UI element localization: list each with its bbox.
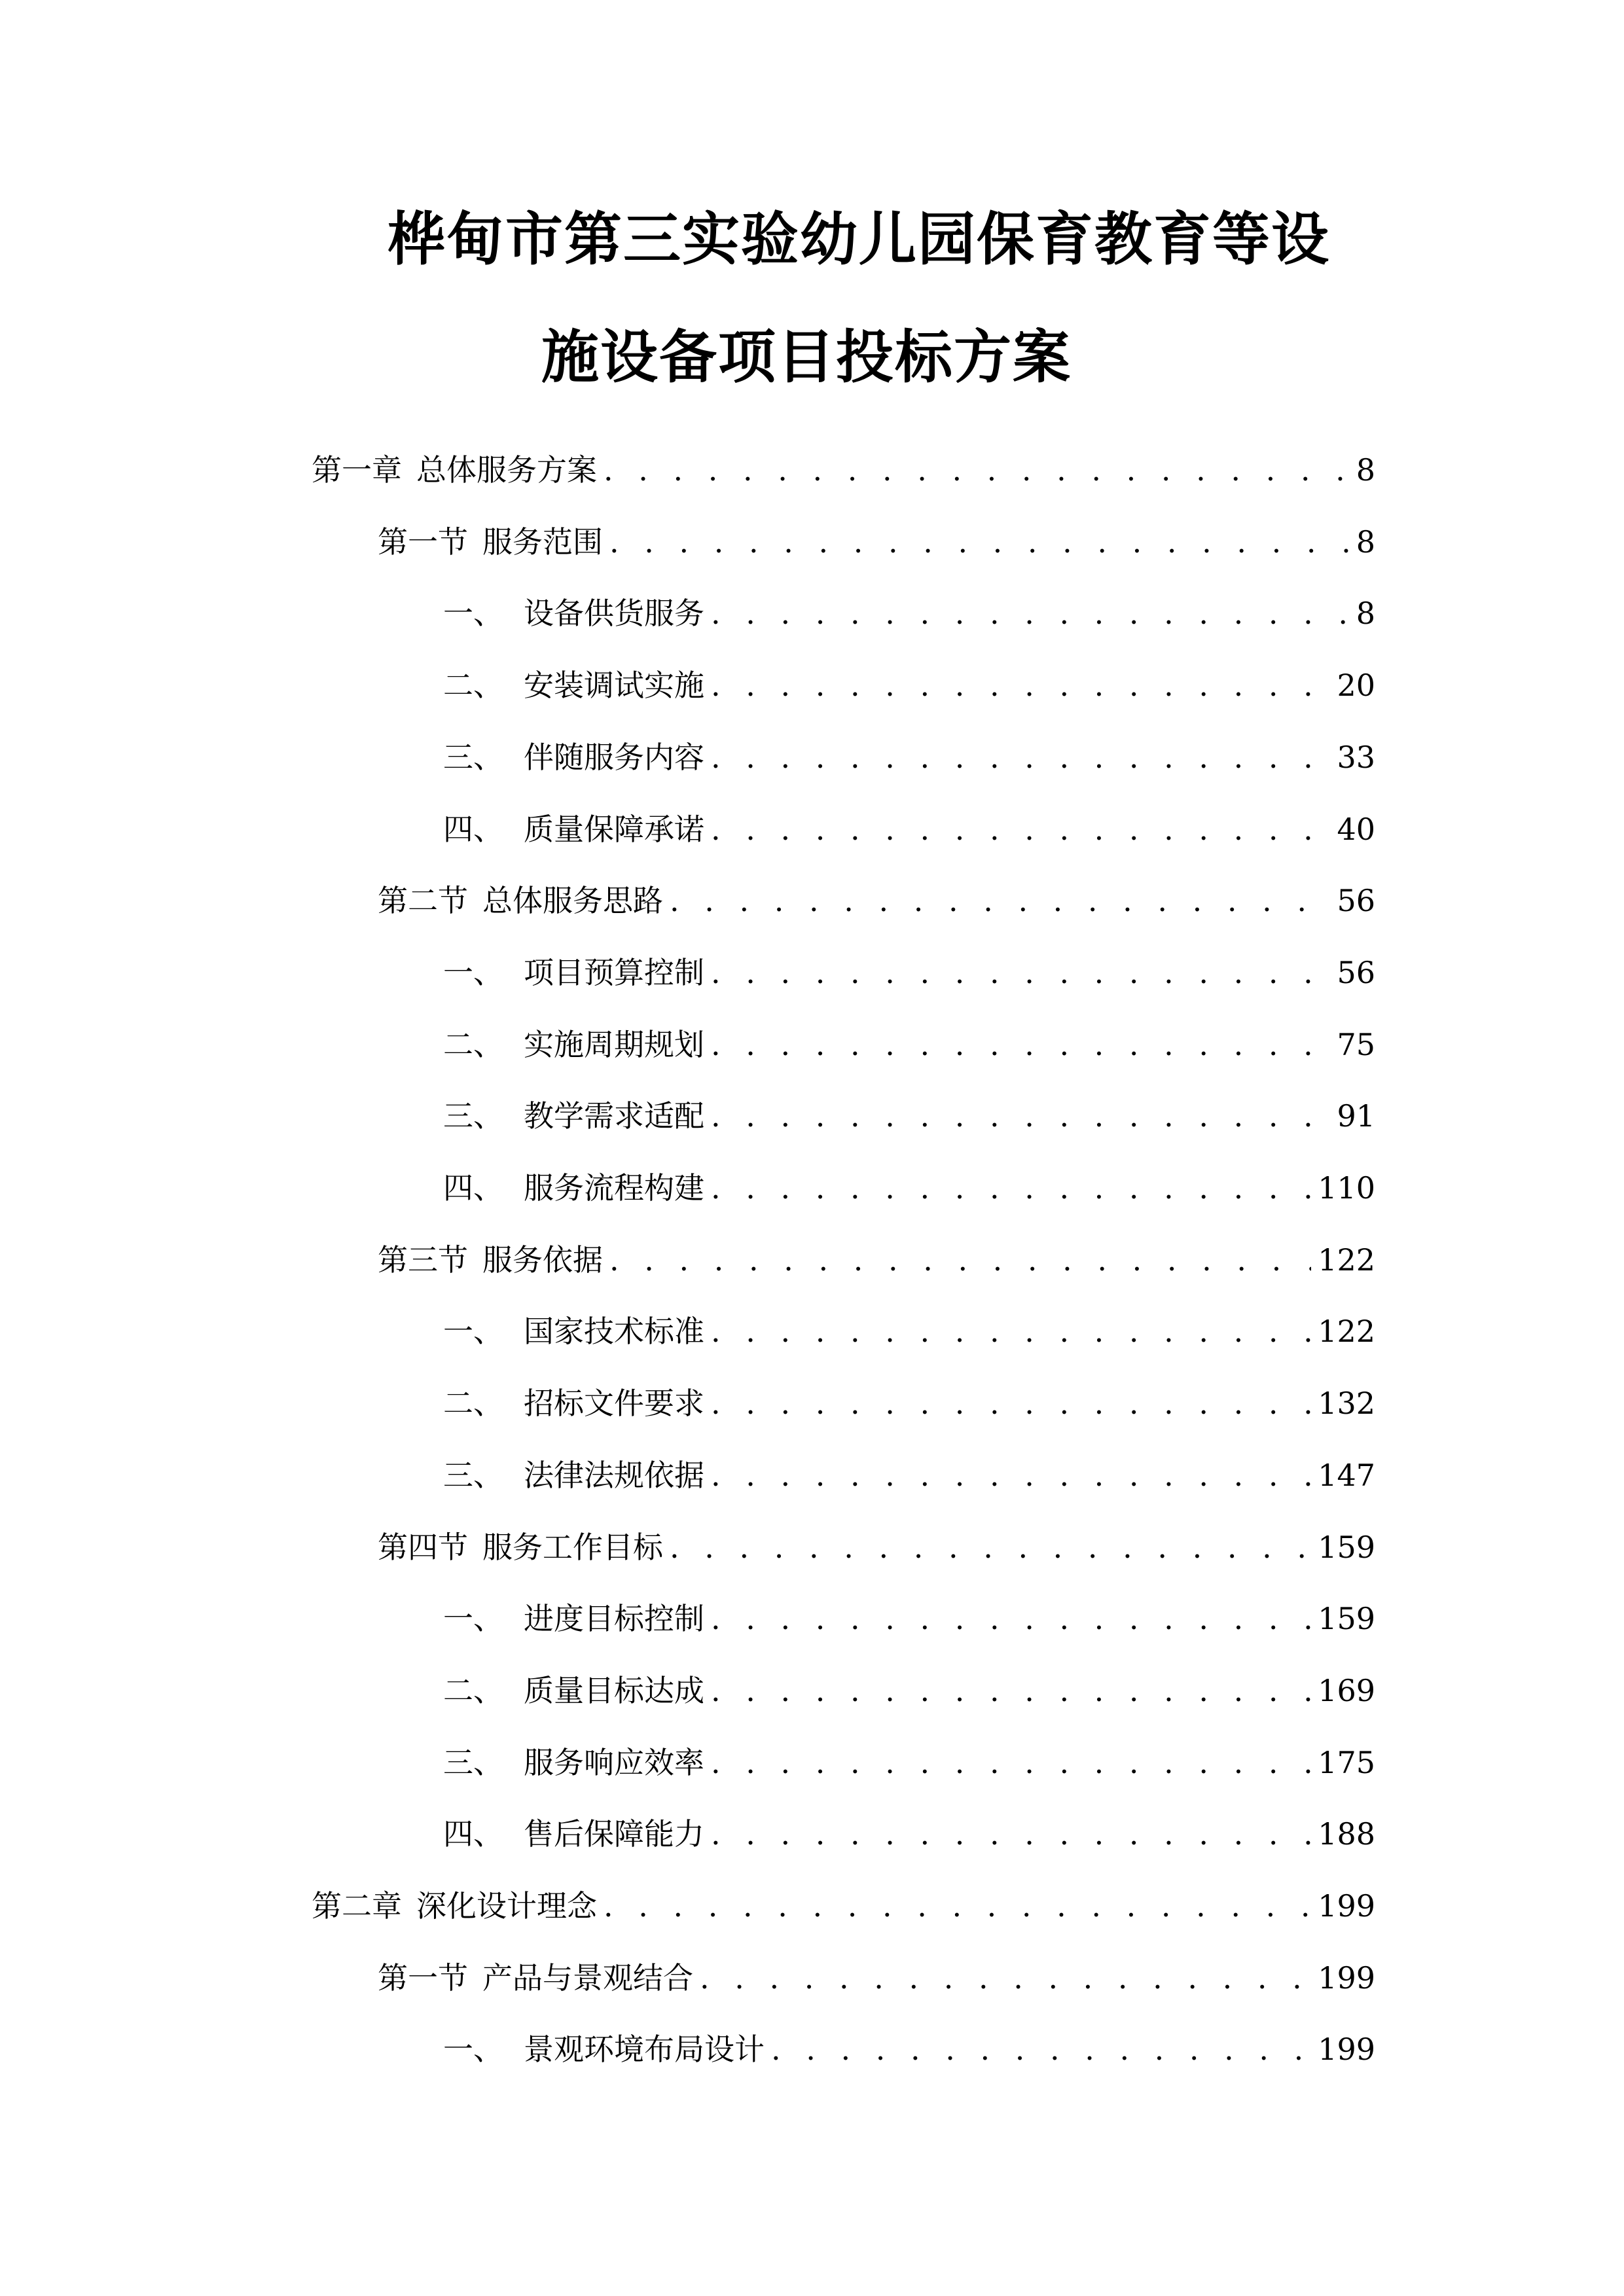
toc-entry-title: 安装调试实施 [524,668,704,704]
toc-entry-page-number: 188 [1318,1816,1375,1852]
toc-entry-number: 第二章 [312,1888,402,1924]
toc-entry-number: 二、 [443,1672,503,1708]
toc-entry[interactable] [378,1529,1375,1566]
dot-leader [711,1170,1311,1206]
toc-entry-title: 服务工作目标 [482,1529,663,1565]
toc-entry-number: 一、 [443,1314,503,1350]
toc-entry[interactable] [443,1457,1375,1494]
toc-entry-number: 二、 [443,668,503,704]
dot-leader [604,452,1350,488]
toc-entry[interactable] [443,595,1375,632]
dot-leader [711,667,1330,704]
toc-entry-title: 质量保障承诺 [524,811,704,847]
toc-entry[interactable] [443,667,1375,704]
dot-leader [711,1385,1311,1422]
toc-entry-number: 第一章 [312,452,402,488]
dot-leader [711,1313,1311,1350]
dot-leader [771,2031,1311,2068]
toc-entry-number: 三、 [443,739,503,775]
toc-entry-title: 景观环境布局设计 [524,2032,765,2068]
toc-entry-page-number: 122 [1318,1314,1375,1350]
toc-entry-title: 总体服务方案 [416,452,597,488]
toc-entry[interactable] [443,739,1375,776]
toc-entry-title: 设备供货服务 [524,596,704,632]
toc-entry-title: 产品与景观结合 [482,1960,693,1996]
dot-leader [711,1026,1330,1063]
toc-entry-title: 招标文件要求 [524,1386,704,1422]
document-title-line-2: 施设备项目投标方案 [541,323,1072,391]
toc-entry-number: 三、 [443,1457,503,1493]
toc-entry-title: 服务范围 [482,524,603,560]
dot-leader [711,954,1330,991]
toc-entry-number: 四、 [443,811,503,847]
toc-entry-page-number: 110 [1318,1170,1375,1206]
toc-entry[interactable] [443,1026,1375,1063]
toc-entry[interactable] [312,1888,1375,1924]
toc-entry[interactable] [443,2031,1375,2068]
toc-entry[interactable] [443,1313,1375,1350]
toc-entry-page-number: 169 [1318,1672,1375,1708]
dot-leader [711,1672,1311,1709]
toc-entry-page-number: 56 [1337,883,1375,919]
toc-entry-page-number: 122 [1318,1242,1375,1278]
toc-entry-title: 服务流程构建 [524,1170,704,1206]
dot-leader [711,1816,1311,1852]
toc-entry-number: 二、 [443,1386,503,1422]
toc-entry[interactable] [443,1744,1375,1781]
toc-entry-page-number: 159 [1318,1529,1375,1565]
toc-entry-title: 实施周期规划 [524,1026,704,1062]
dot-leader [711,595,1350,632]
dot-leader [711,1457,1311,1494]
toc-entry-number: 一、 [443,954,503,990]
toc-entry-number: 三、 [443,1744,503,1780]
toc-entry-page-number: 56 [1337,954,1375,990]
toc-entry-title: 售后保障能力 [524,1816,704,1852]
toc-entry-page-number: 8 [1356,524,1375,560]
toc-entry-number: 第四节 [378,1529,468,1565]
toc-entry-page-number: 75 [1337,1026,1375,1062]
dot-leader [711,739,1330,776]
toc-entry[interactable] [443,1600,1375,1637]
toc-entry-page-number: 20 [1337,668,1375,704]
toc-entry[interactable] [378,1242,1375,1278]
toc-entry-number: 第三节 [378,1242,468,1278]
toc-entry-title: 项目预算控制 [524,954,704,990]
toc-entry-title: 法律法规依据 [524,1457,704,1493]
dot-leader [670,882,1330,919]
toc-entry-page-number: 199 [1318,1960,1375,1996]
toc-entry-page-number: 199 [1318,2032,1375,2068]
toc-entry-number: 第一节 [378,1960,468,1996]
toc-entry[interactable] [443,1816,1375,1852]
toc-entry[interactable] [443,1672,1375,1709]
toc-entry-number: 三、 [443,1098,503,1134]
dot-leader [700,1960,1311,1996]
toc-entry-title: 总体服务思路 [482,883,663,919]
toc-entry-number: 一、 [443,1601,503,1637]
toc-entry[interactable] [378,882,1375,919]
toc-entry[interactable] [443,1385,1375,1422]
toc-entry-title: 进度目标控制 [524,1601,704,1637]
toc-entry-page-number: 159 [1318,1601,1375,1637]
toc-entry-number: 一、 [443,2032,503,2068]
toc-entry[interactable] [443,811,1375,848]
toc-entry-page-number: 40 [1337,811,1375,847]
toc-entry-page-number: 8 [1356,452,1375,488]
toc-entry-page-number: 8 [1356,596,1375,632]
toc-entry-page-number: 33 [1337,739,1375,775]
dot-leader [609,1242,1311,1278]
toc-entry-number: 二、 [443,1026,503,1062]
toc-entry-number: 第一节 [378,524,468,560]
toc-entry[interactable] [378,524,1375,560]
toc-entry-title: 深化设计理念 [416,1888,597,1924]
dot-leader [604,1888,1311,1924]
document-title-line-1: 桦甸市第三实验幼儿园保育教育等设 [388,206,1331,273]
toc-entry-page-number: 91 [1337,1098,1375,1134]
dot-leader [711,1600,1311,1637]
dot-leader [670,1529,1311,1566]
toc-entry[interactable] [443,1098,1375,1134]
toc-entry-number: 四、 [443,1816,503,1852]
toc-entry-number: 一、 [443,596,503,632]
toc-entry-title: 服务响应效率 [524,1744,704,1780]
toc-entry-page-number: 132 [1318,1386,1375,1422]
toc-entry-page-number: 199 [1318,1888,1375,1924]
toc-entry-number: 四、 [443,1170,503,1206]
dot-leader [609,524,1350,560]
toc-entry-number: 第二节 [378,883,468,919]
toc-entry-page-number: 175 [1318,1744,1375,1780]
toc-entry-title: 教学需求适配 [524,1098,704,1134]
toc-entry-title: 伴随服务内容 [524,739,704,775]
toc-entry-page-number: 147 [1318,1457,1375,1493]
toc-entry[interactable] [378,1960,1375,1996]
dot-leader [711,1744,1311,1781]
toc-entry-title: 质量目标达成 [524,1672,704,1708]
toc-entry[interactable] [443,1170,1375,1206]
toc-entry[interactable] [443,954,1375,991]
dot-leader [711,1098,1330,1134]
toc-entry-title: 服务依据 [482,1242,603,1278]
toc-entry[interactable] [312,452,1375,488]
dot-leader [711,811,1330,848]
toc-entry-title: 国家技术标准 [524,1314,704,1350]
